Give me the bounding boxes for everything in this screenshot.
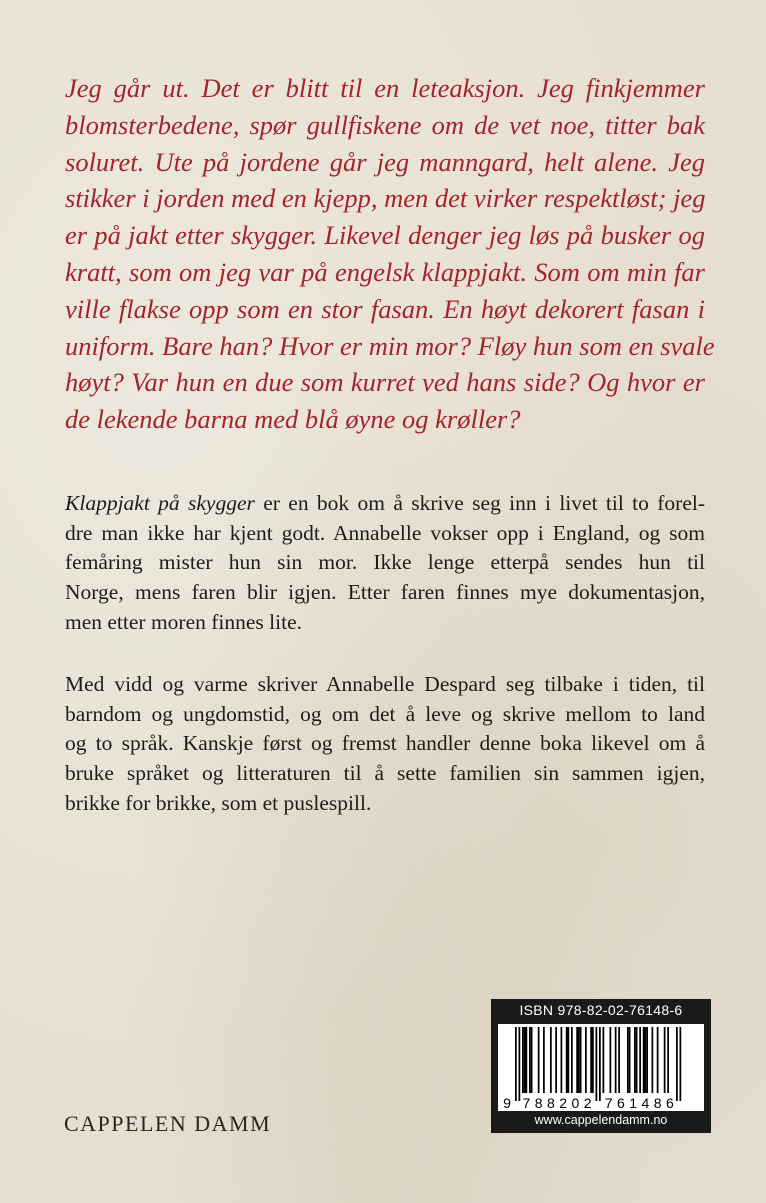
barcode-bar (576, 1027, 578, 1093)
barcode-digit: 1 (629, 1095, 638, 1111)
barcode-digit: 7 (522, 1095, 531, 1111)
barcode-area (498, 1024, 704, 1111)
book-title: Klappjakt på skygger (65, 491, 255, 515)
barcode-bar (524, 1027, 526, 1093)
barcode-digit: 7 (604, 1095, 613, 1111)
barcode-bar (603, 1027, 605, 1093)
quote-line: ville flakse opp som en stor fasan. En høyt dekorert fasan i (65, 293, 705, 324)
barcode-digit: 9 (503, 1095, 511, 1111)
barcode-digit: 8 (546, 1095, 555, 1111)
barcode-bar (664, 1027, 666, 1093)
barcode-digit: 8 (653, 1095, 662, 1111)
quote-line: de lekende barna med blå øyne og krøller? (65, 404, 521, 435)
barcode-bar (550, 1027, 552, 1093)
barcode-bar (643, 1027, 645, 1093)
barcode-digit: 8 (534, 1095, 543, 1111)
barcode-bar (645, 1027, 647, 1093)
barcode-bar (596, 1027, 598, 1101)
barcode-bar (599, 1027, 601, 1101)
barcode-bar (571, 1027, 573, 1093)
barcode-digit: 6 (616, 1095, 625, 1111)
barcode-digit: 4 (641, 1095, 650, 1111)
barcode-bar (629, 1027, 631, 1093)
description-paragraph-2 (65, 670, 705, 819)
barcode-bar (634, 1027, 636, 1093)
isbn-barcode-block (491, 999, 711, 1133)
barcode-bar (627, 1027, 629, 1093)
description-line: Med vidd og varme skriver Annabelle Despard seg tilbake i tiden, til (65, 672, 705, 696)
barcode-bar (680, 1027, 682, 1101)
publisher-logo: CAPPELEN DAMM (64, 1111, 272, 1136)
barcode-digit: 0 (571, 1095, 580, 1111)
barcode-bar (522, 1027, 524, 1093)
description-line: barndom og ungdomstid, og om det å leve og skrive mellom to land (65, 701, 705, 726)
barcode-bar (538, 1027, 540, 1093)
barcode-bar (590, 1027, 592, 1093)
barcode-bar (652, 1027, 654, 1093)
description-line-text: er en bok om å skrive seg inn i livet til to forel- (254, 491, 705, 515)
quote-line: stikker i jorden med en kjepp, men det virker respektløst; jeg (65, 183, 706, 214)
quote-line: Jeg går ut. Det er blitt til en leteaksjon. Jeg finkjemmer (65, 73, 705, 103)
barcode-bar (526, 1027, 528, 1093)
barcode-bar (657, 1027, 659, 1093)
barcode-digit: 6 (665, 1095, 674, 1111)
barcode-bar (531, 1027, 533, 1093)
barcode-image (498, 1024, 704, 1111)
barcode-bar (646, 1027, 648, 1093)
description-line (65, 489, 705, 519)
description-line: femåring mister hun sin mor. Ikke lenge etterpå sendes hun til (65, 550, 705, 575)
quote-line: blomsterbedene, spør gullfiskene om de vet noe, titter bak (65, 109, 705, 140)
excerpt-quote (65, 70, 715, 438)
barcode-digit: 2 (583, 1095, 592, 1111)
barcode-bar (585, 1027, 587, 1093)
barcode-bar (667, 1027, 669, 1093)
description-line: men etter moren finnes lite. (65, 609, 303, 634)
quote-line: uniform. Bare han? Hvor er min mor? Fløy hun som en svale (65, 330, 715, 361)
description-line: og to språk. Kanskje først og fremst handler denne boka likevel om å (65, 731, 705, 756)
isbn-label: ISBN 978-82-02-76148-6 (519, 1002, 683, 1018)
quote-line: soluret. Ute på jordene går jeg manngard, helt alene. Jeg (65, 146, 705, 177)
barcode-bar (610, 1027, 612, 1093)
description-line: dre man ikke har kjent godt. Annabelle vokser opp i England, og som (65, 520, 705, 545)
barcode-bar (519, 1027, 521, 1101)
barcode-bar (555, 1027, 557, 1093)
barcode-bar (580, 1027, 582, 1093)
barcode-bar (639, 1027, 641, 1093)
barcode-bar (636, 1027, 638, 1093)
description-paragraph-1 (65, 489, 705, 638)
barcode-bar (561, 1027, 563, 1093)
barcode-bar (543, 1027, 545, 1093)
quote-line: er på jakt etter skygger. Likevel denger jeg løs på busker og (65, 220, 705, 251)
barcode-bar (515, 1027, 517, 1101)
barcode-bar (592, 1027, 594, 1093)
quote-line: kratt, som om jeg var på engelsk klappjakt. Som om min far (65, 256, 705, 287)
barcode-bar (529, 1027, 531, 1093)
barcode-bar (566, 1027, 568, 1093)
barcode-bar (676, 1027, 678, 1101)
barcode-digit: 2 (559, 1095, 568, 1111)
barcode-bar (568, 1027, 570, 1093)
description-line: bruke språket og litteraturen til å sette familien sin sammen igjen, (65, 761, 705, 786)
barcode-bar (618, 1027, 620, 1093)
barcode-bar (578, 1027, 580, 1093)
description-line: brikke for brikke, som et puslespill. (65, 790, 372, 815)
barcode-bar (615, 1027, 617, 1093)
description-line: Norge, mens faren blir igjen. Etter faren finnes mye dokumentasjon, (65, 580, 705, 605)
quote-line: høyt? Var hun en due som kurret ved hans side? Og hvor er (65, 367, 705, 398)
publisher-url: www.cappelendamm.no (534, 1113, 668, 1127)
